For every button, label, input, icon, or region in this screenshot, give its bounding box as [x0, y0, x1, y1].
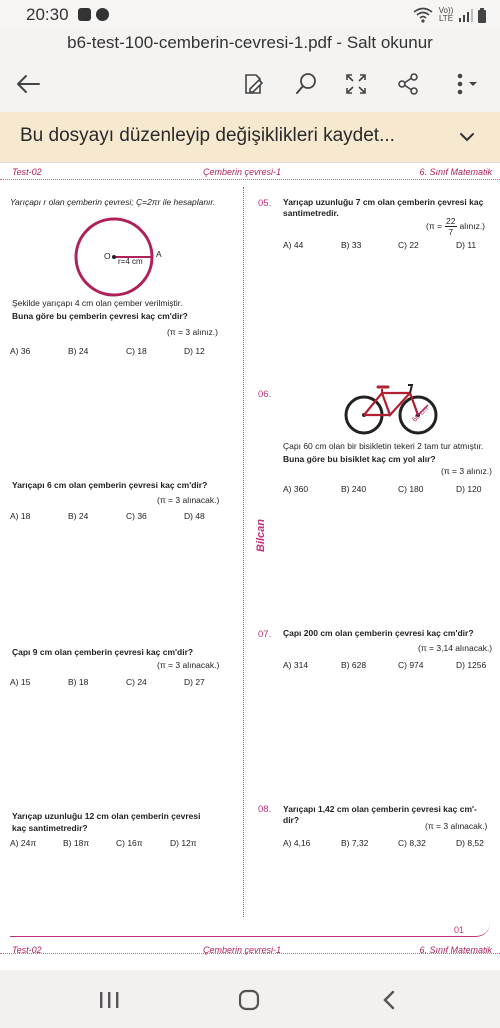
signal-icon [459, 8, 473, 22]
q6-text2: Buna göre bu bisiklet kaç cm yol alır? [283, 454, 436, 464]
q2-text: Yarıçapı 6 cm olan çemberin çevresi kaç cm'dir? [12, 480, 208, 490]
q1-option-a[interactable]: A) 36 [10, 346, 31, 356]
q7-text: Çapı 200 cm olan çemberin çevresi kaç cm'dir? [283, 628, 474, 638]
expand-icon [345, 73, 367, 95]
q3-option-d[interactable]: D) 27 [184, 677, 205, 687]
q5-pi-suffix: alınız.) [459, 221, 486, 231]
q1-point-a: A [156, 249, 162, 259]
q4-option-d[interactable]: D) 12π [170, 838, 197, 848]
q2-option-b[interactable]: B) 24 [68, 511, 89, 521]
timer-notification-icon [96, 8, 109, 21]
next-header-subject: 6. Sınıf Matematik [419, 945, 492, 955]
search-button[interactable] [290, 68, 322, 100]
back-button[interactable] [12, 68, 44, 100]
q5-option-d[interactable]: D) 11 [456, 240, 477, 250]
more-options-button[interactable] [446, 68, 486, 100]
q6-option-b[interactable]: B) 240 [341, 484, 367, 494]
q7-pi-note: (π = 3,14 alınacak.) [418, 643, 493, 653]
home-button[interactable] [234, 986, 264, 1014]
header-test-label: Test-02 [12, 167, 42, 177]
q5-option-c[interactable]: C) 22 [398, 240, 419, 250]
q5-pi-fraction [445, 216, 456, 237]
q5-pi-denominator: 7 [448, 226, 454, 237]
q1-option-b[interactable]: B) 24 [68, 346, 89, 356]
q4-text2: kaç santimetredir? [12, 823, 88, 833]
q6-diameter-label: 60 cm [411, 405, 430, 424]
q6-option-c[interactable]: C) 180 [398, 484, 424, 494]
q5-text2: santimetredir. [283, 208, 339, 218]
more-vertical-icon [451, 72, 481, 96]
edit-save-banner[interactable] [0, 112, 500, 162]
header-subject: 6. Sınıf Matematik [419, 167, 492, 177]
header-divider [0, 179, 500, 180]
q2-option-c[interactable]: C) 36 [126, 511, 147, 521]
next-header-topic: Çemberin çevresi-1 [203, 945, 282, 955]
column-divider [243, 187, 244, 917]
battery-icon [478, 8, 486, 23]
q1-text2: Buna göre bu çemberin çevresi kaç cm'dir? [12, 311, 188, 321]
q8-pi-note: (π = 3 alınacak.) [425, 821, 488, 831]
q1-pi-note: (π = 3 alınız.) [167, 327, 218, 337]
q8-text1: Yarıçapı 1,42 cm olan çemberin çevresi kaç cm'- [283, 804, 477, 814]
document-title: b6-test-100-cemberin-cevresi-1.pdf - Salt okunur [67, 33, 433, 52]
q8-option-c[interactable]: C) 8,32 [398, 838, 426, 848]
q5-option-b[interactable]: B) 33 [341, 240, 362, 250]
q8-number: 08. [258, 804, 272, 815]
q6-text1: Çapı 60 cm olan bir bisikletin tekeri 2 tam tur atmıştır. [283, 441, 484, 451]
edit-button[interactable] [238, 68, 270, 100]
q1-option-c[interactable]: C) 18 [126, 346, 147, 356]
footer-divider [10, 919, 490, 937]
page-number: 01 [453, 925, 464, 935]
search-icon [294, 72, 318, 96]
brand-watermark: Bilcan [255, 518, 267, 552]
q7-option-a[interactable]: A) 314 [283, 660, 309, 670]
q6-number: 06. [258, 389, 272, 400]
q5-number: 05. [258, 198, 272, 209]
q8-option-b[interactable]: B) 7,32 [341, 838, 369, 848]
edit-document-icon [242, 72, 266, 96]
q7-option-c[interactable]: C) 974 [398, 660, 424, 670]
status-bar [0, 0, 500, 30]
status-icons [413, 6, 486, 24]
home-icon [237, 989, 261, 1011]
q1-intro: Yarıçapı r olan çemberin çevresi; Ç=2πr ile hesaplanır. [10, 197, 216, 207]
toolbar [0, 56, 500, 112]
q3-option-c[interactable]: C) 24 [126, 677, 147, 687]
fullscreen-button[interactable] [340, 68, 372, 100]
header-topic: Çemberin çevresi-1 [203, 167, 282, 177]
chevron-left-icon [379, 989, 399, 1011]
share-icon [397, 73, 419, 95]
q4-option-b[interactable]: B) 18π [63, 838, 90, 848]
q4-text1: Yarıçap uzunluğu 12 cm olan çemberin çevresi [12, 811, 201, 821]
system-navigation-bar [0, 970, 500, 1028]
network-label: Vo)) LTE [438, 6, 454, 23]
youtube-notification-icon [78, 8, 91, 21]
q5-pi-note [426, 213, 485, 239]
q6-option-a[interactable]: A) 360 [283, 484, 309, 494]
q2-option-a[interactable]: A) 18 [10, 511, 31, 521]
recent-apps-button[interactable] [94, 986, 124, 1014]
q5-pi-numerator: 22 [446, 215, 456, 226]
q1-option-d[interactable]: D) 12 [184, 346, 205, 356]
q8-option-a[interactable]: A) 4,16 [283, 838, 311, 848]
recent-apps-icon [98, 990, 120, 1010]
chevron-down-icon[interactable] [456, 126, 478, 148]
banner-text: Bu dosyayı düzenleyip değişiklikleri kaydet... [20, 125, 395, 146]
next-header-test-label: Test-02 [12, 945, 42, 955]
arrow-left-icon [15, 74, 41, 94]
q3-pi-note: (π = 3 alınacak.) [157, 660, 220, 670]
q6-option-d[interactable]: D) 120 [456, 484, 482, 494]
q4-option-a[interactable]: A) 24π [10, 838, 37, 848]
q3-option-b[interactable]: B) 18 [68, 677, 89, 687]
q2-pi-note: (π = 3 alınacak.) [157, 495, 220, 505]
q3-option-a[interactable]: A) 15 [10, 677, 31, 687]
pdf-page [0, 162, 500, 970]
q1-text1: Şekilde yarıçapı 4 cm olan çember verilmiştir. [12, 298, 183, 308]
back-nav-button[interactable] [374, 986, 404, 1014]
q7-option-d[interactable]: D) 1256 [456, 660, 487, 670]
q7-option-b[interactable]: B) 628 [341, 660, 367, 670]
q8-text2: dir? [283, 815, 300, 825]
q5-text1: Yarıçap uzunluğu 7 cm olan çemberin çevresi kaç [283, 197, 484, 207]
document-title-bar [0, 30, 500, 56]
q4-option-c[interactable]: C) 16π [116, 838, 143, 848]
q5-pi-prefix: (π = [426, 221, 443, 231]
q1-radius-label: r=4 cm [118, 257, 143, 266]
status-time: 20:30 [26, 5, 69, 24]
q7-number: 07. [258, 629, 272, 640]
share-button[interactable] [392, 68, 424, 100]
q1-point-o: O [104, 251, 111, 261]
q6-pi-note: (π = 3 alınız.) [441, 466, 492, 476]
q8-option-d[interactable]: D) 8,52 [456, 838, 484, 848]
wifi-icon [413, 7, 433, 23]
q5-option-a[interactable]: A) 44 [283, 240, 304, 250]
q3-text: Çapı 9 cm olan çemberin çevresi kaç cm'dir? [12, 647, 194, 657]
q2-option-d[interactable]: D) 48 [184, 511, 205, 521]
